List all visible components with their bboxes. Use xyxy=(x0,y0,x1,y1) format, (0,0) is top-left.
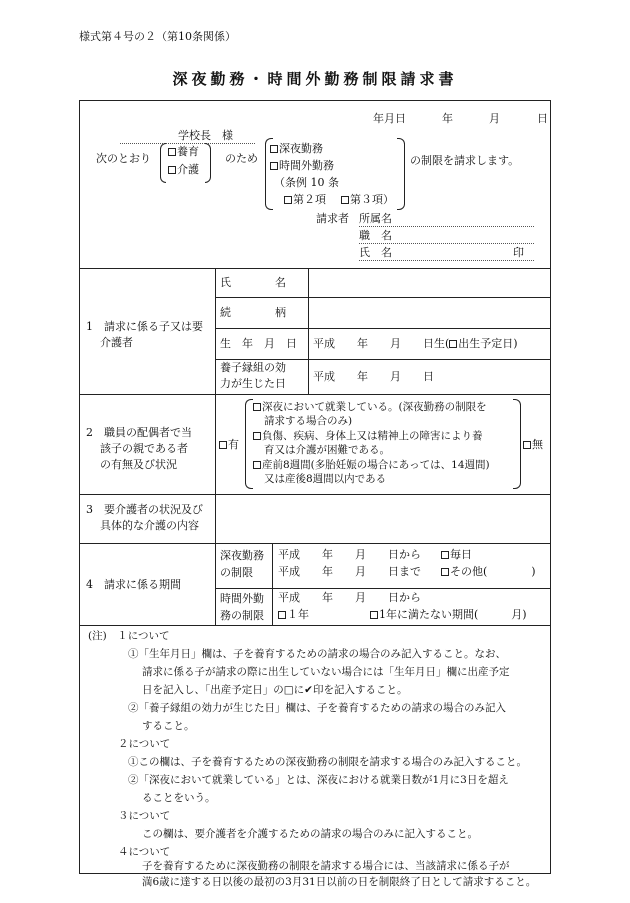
form-id: 様式第４号の２（第10条関係） xyxy=(79,30,236,43)
date-label: 年月日 xyxy=(373,112,406,125)
checkbox-icon[interactable] xyxy=(441,551,449,559)
position-label: 職 名 xyxy=(359,229,392,242)
option-maternity[interactable]: 産前8週間(多胎妊娠の場合にあっては、14週間) xyxy=(253,459,490,472)
clause-text: （条例 10 条 xyxy=(274,176,339,189)
affiliation-field[interactable] xyxy=(359,226,534,227)
birth-date-value[interactable]: 平成 年 月 日生( 出生予定日) xyxy=(313,337,518,350)
note-2-2: ②「深夜において就業している」とは、深夜における就業日数が1月に3日を超え xyxy=(128,774,509,786)
bracket-left xyxy=(160,143,166,183)
option-clause-2[interactable]: 第２項 xyxy=(284,193,326,207)
bracket-right xyxy=(205,143,211,183)
checkbox-icon[interactable] xyxy=(253,432,261,440)
position-field[interactable] xyxy=(359,243,534,244)
notes-sec2: ２について xyxy=(118,738,171,750)
option-other[interactable]: その他( ) xyxy=(441,565,536,579)
column-divider xyxy=(272,543,273,625)
option-nursing-care[interactable]: 介護 xyxy=(168,163,199,177)
for-text: のため xyxy=(225,152,258,165)
option-overtime-work[interactable]: 時間外勤務 xyxy=(270,159,334,173)
checkbox-icon[interactable] xyxy=(168,148,176,156)
section4-label: 4 請求に係る期間 xyxy=(86,578,181,591)
seal-label: 印 xyxy=(513,246,524,259)
checkbox-icon[interactable] xyxy=(219,441,227,449)
section2-label-2: 該子の親である者 xyxy=(100,442,188,455)
adoption-date-value[interactable]: 平成 年 月 日 xyxy=(313,370,434,383)
option-illness[interactable]: 負傷、疾病、身体上又は精神上の障害により養 xyxy=(253,430,483,443)
row-divider xyxy=(79,543,551,544)
bracket-right xyxy=(397,138,405,210)
overtime-limit-label: 時間外勤 xyxy=(220,592,264,605)
birth-date-label: 生 年 月 日 xyxy=(220,337,297,350)
notes-sec4: ４について xyxy=(118,846,171,858)
request-text: の制限を請求します。 xyxy=(410,154,520,167)
page-title: 深夜勤務・時間外勤務制限請求書 xyxy=(172,70,458,88)
checkbox-icon[interactable] xyxy=(270,145,278,153)
checkbox-icon[interactable] xyxy=(441,568,449,576)
option-spouse-no[interactable]: 無 xyxy=(523,438,543,452)
row-divider xyxy=(79,494,551,495)
checkbox-icon[interactable] xyxy=(370,611,378,619)
note-1-2b: すること。 xyxy=(142,720,195,732)
name-field[interactable] xyxy=(359,260,534,261)
note-2-2b: ることをいう。 xyxy=(142,792,216,804)
adoption-label-2: 力が生じた日 xyxy=(220,377,286,390)
night-limit-label: 深夜勤務 xyxy=(220,549,264,562)
notes-sec3: ３について xyxy=(118,810,171,822)
note-2-1: ①この欄は、子を養育するための深夜勤務の制限を請求する場合のみ記入すること。 xyxy=(128,756,527,768)
row-divider xyxy=(79,394,551,395)
checkbox-icon[interactable] xyxy=(449,340,457,348)
row-divider xyxy=(215,588,551,589)
row-divider xyxy=(215,328,551,329)
note-1-1: ①「生年月日」欄は、子を養育するための請求の場合のみ記入すること。なお、 xyxy=(128,648,506,660)
note-4-1: 子を養育するために深夜勤務の制限を請求する場合には、当該請求に係る子が xyxy=(142,860,510,872)
section2-label: 2 職員の配偶者で当 xyxy=(86,426,192,439)
checkbox-icon[interactable] xyxy=(523,441,531,449)
option-night-working-2: 請求する場合のみ) xyxy=(264,415,353,427)
section1-label: 1 請求に係る子又は要 xyxy=(86,320,203,333)
overtime-period-from[interactable]: 平成 年 月 日から xyxy=(278,591,421,604)
addressee: 学校長 様 xyxy=(178,129,233,142)
adoption-label: 養子縁組の効 xyxy=(220,361,286,374)
date-day: 日 xyxy=(537,112,548,125)
relationship-label: 続 柄 xyxy=(220,306,286,319)
notes-head: (注) １について xyxy=(88,630,170,642)
column-divider xyxy=(308,268,309,394)
night-period-to[interactable]: 平成 年 月 日まで xyxy=(278,565,421,578)
option-every-day[interactable]: 毎日 xyxy=(441,548,472,562)
section3-label: 3 要介護者の状況及び xyxy=(86,503,203,516)
affiliation-label: 所属名 xyxy=(359,212,392,225)
checkbox-icon[interactable] xyxy=(253,403,261,411)
section1-label-2: 介護者 xyxy=(100,336,133,349)
checkbox-icon[interactable] xyxy=(168,166,176,174)
option-night-working[interactable]: 深夜において就業している。(深夜勤務の制限を xyxy=(253,401,487,414)
name-label: 氏 名 xyxy=(359,246,392,259)
child-name-label: 氏 名 xyxy=(220,276,286,289)
addressee-line xyxy=(120,143,255,144)
date-year: 年 xyxy=(442,112,453,125)
option-less-than-year[interactable]: 1年に満たない期間( 月) xyxy=(370,608,527,622)
bracket-right xyxy=(513,399,521,489)
date-month: 月 xyxy=(489,112,500,125)
checkbox-icon[interactable] xyxy=(341,196,349,204)
option-spouse-yes[interactable]: 有 xyxy=(219,438,239,452)
note-1-1c: 日を記入し、「出産予定日」の□に✔印を記入すること。 xyxy=(142,684,408,696)
option-maternity-2: 又は産後8週間以内である xyxy=(264,473,387,485)
row-divider xyxy=(215,359,551,360)
lead-text: 次のとおり xyxy=(96,152,151,165)
note-1-1b: 請求に係る子が請求の際に出生していない場合には「生年月日」欄に出産予定 xyxy=(142,666,510,678)
note-4-1b: 満6歳に達する日以後の最初の3月31日以前の日を制限終了日として請求すること。 xyxy=(142,876,537,888)
note-3-1: この欄は、要介護者を介護するための請求の場合のみに記入すること。 xyxy=(142,828,478,840)
option-night-work[interactable]: 深夜勤務 xyxy=(270,142,323,156)
option-childcare[interactable]: 養育 xyxy=(168,145,199,159)
night-limit-label-2: の制限 xyxy=(220,566,253,579)
checkbox-icon[interactable] xyxy=(278,611,286,619)
note-1-2: ②「養子縁組の効力が生じた日」欄は、子を養育するための請求の場合のみ記入 xyxy=(128,702,506,714)
option-clause-3[interactable]: 第３項） xyxy=(341,193,394,207)
checkbox-icon[interactable] xyxy=(270,162,278,170)
bracket-left xyxy=(245,399,253,489)
checkbox-icon[interactable] xyxy=(253,461,261,469)
column-divider xyxy=(215,268,216,625)
checkbox-icon[interactable] xyxy=(284,196,292,204)
overtime-limit-label-2: 務の制限 xyxy=(220,609,264,622)
row-divider xyxy=(79,625,551,626)
section3-label-2: 具体的な介護の内容 xyxy=(100,519,199,532)
row-divider xyxy=(79,268,551,269)
night-period-from[interactable]: 平成 年 月 日から xyxy=(278,548,421,561)
row-divider xyxy=(215,297,551,298)
requester-label: 請求者 xyxy=(316,212,349,225)
option-one-year[interactable]: １年 xyxy=(278,608,309,622)
option-illness-2: 育又は介護が困難である。 xyxy=(264,444,390,456)
section2-label-3: の有無及び状況 xyxy=(100,458,177,471)
